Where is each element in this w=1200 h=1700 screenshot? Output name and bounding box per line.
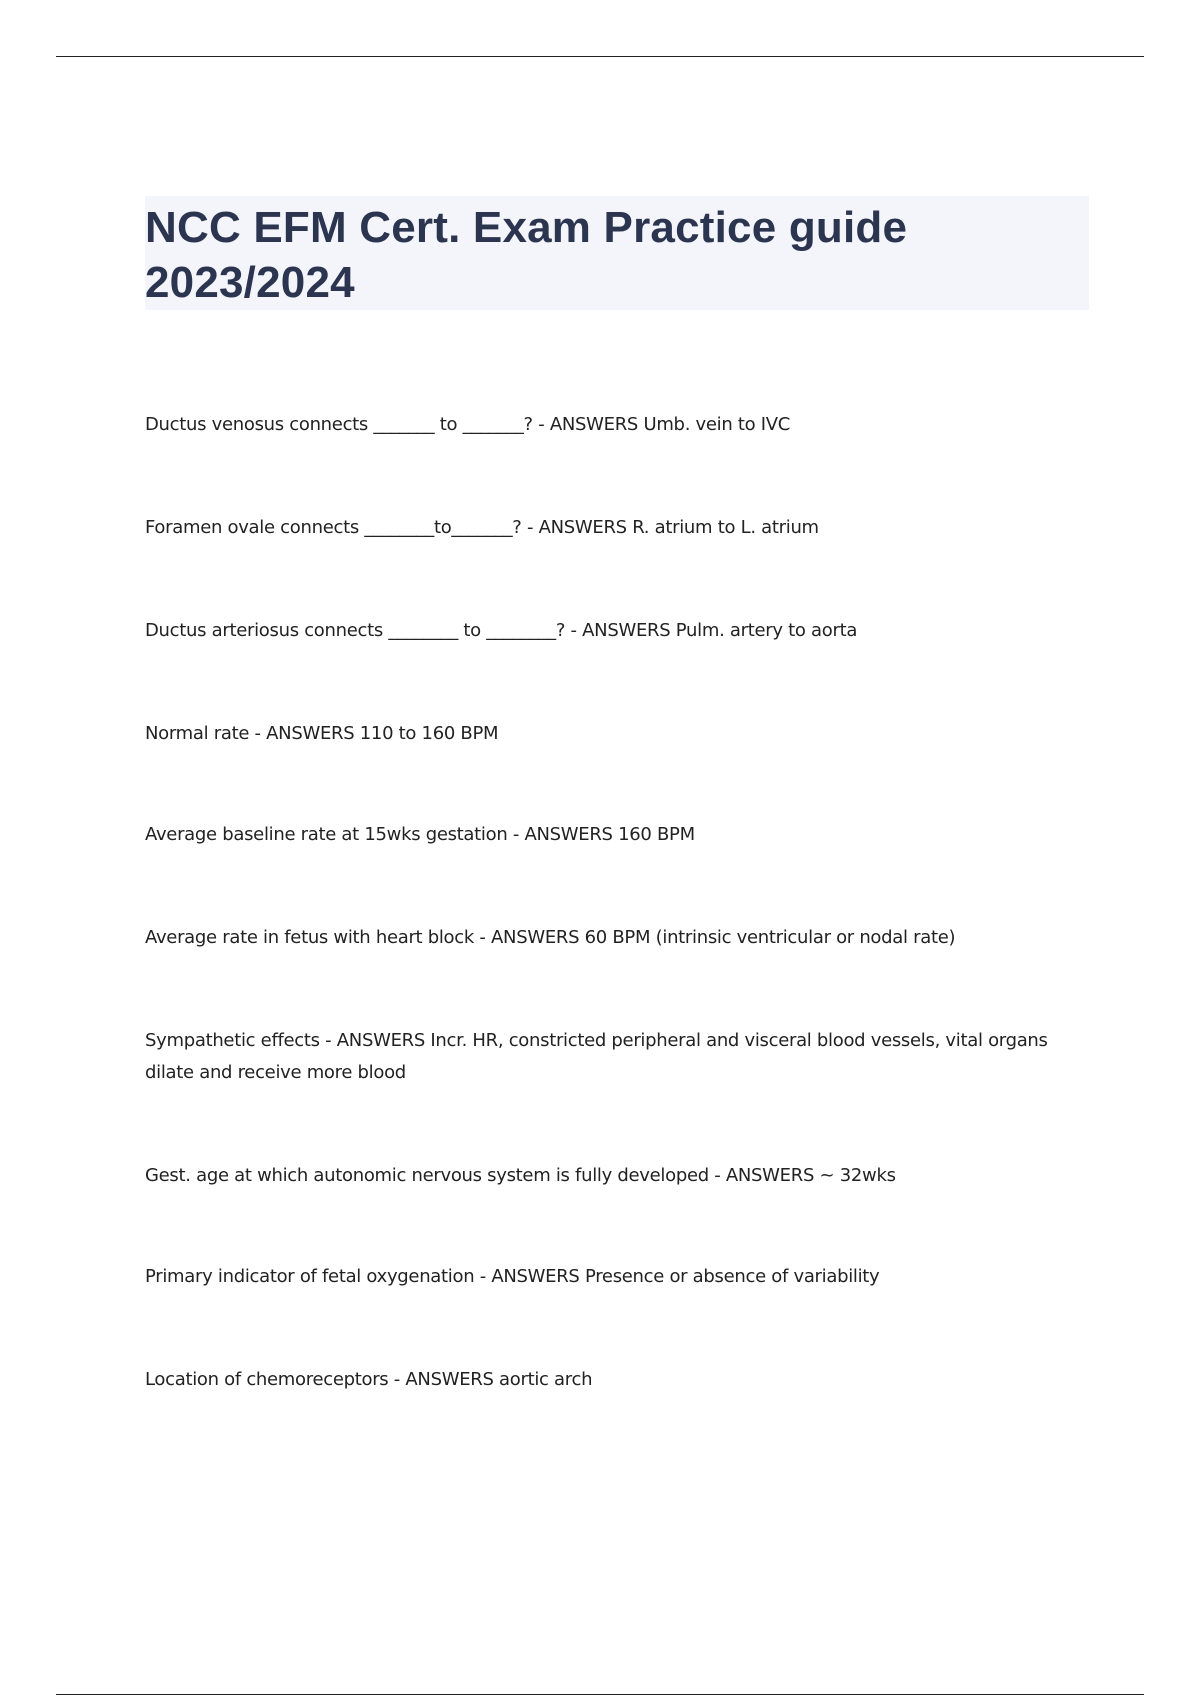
qa-item-autonomic-nervous-system: Gest. age at which autonomic nervous system is fully developed - ANSWERS ~ 32wks xyxy=(145,1165,896,1186)
qa-item-sympathetic-effects: Sympathetic effects - ANSWERS Incr. HR, constricted peripheral and visceral blood vessels, vital organs dilate and receive more blood xyxy=(145,1030,1048,1083)
qa-item-normal-rate: Normal rate - ANSWERS 110 to 160 BPM xyxy=(145,723,499,744)
header-divider xyxy=(56,56,1144,57)
qa-item-heart-block: Average rate in fetus with heart block - ANSWERS 60 BPM (intrinsic ventricular or nodal rate) xyxy=(145,927,956,948)
qa-item-ductus-arteriosus: Ductus arteriosus connects ________ to ________? - ANSWERS Pulm. artery to aorta xyxy=(145,620,858,641)
footer-divider xyxy=(56,1694,1144,1695)
qa-item-chemoreceptors: Location of chemoreceptors - ANSWERS aortic arch xyxy=(145,1369,593,1390)
title-banner xyxy=(145,196,1089,310)
qa-item-foramen-ovale: Foramen ovale connects ________to_______? - ANSWERS R. atrium to L. atrium xyxy=(145,517,819,538)
document-title: NCC EFM Cert. Exam Practice guide 2023/2024 xyxy=(145,203,908,307)
qa-item-fetal-oxygenation: Primary indicator of fetal oxygenation - ANSWERS Presence or absence of variability xyxy=(145,1266,880,1287)
qa-item-baseline-15wks: Average baseline rate at 15wks gestation - ANSWERS 160 BPM xyxy=(145,824,695,845)
qa-item-ductus-venosus: Ductus venosus connects _______ to _______? - ANSWERS Umb. vein to IVC xyxy=(145,414,791,435)
